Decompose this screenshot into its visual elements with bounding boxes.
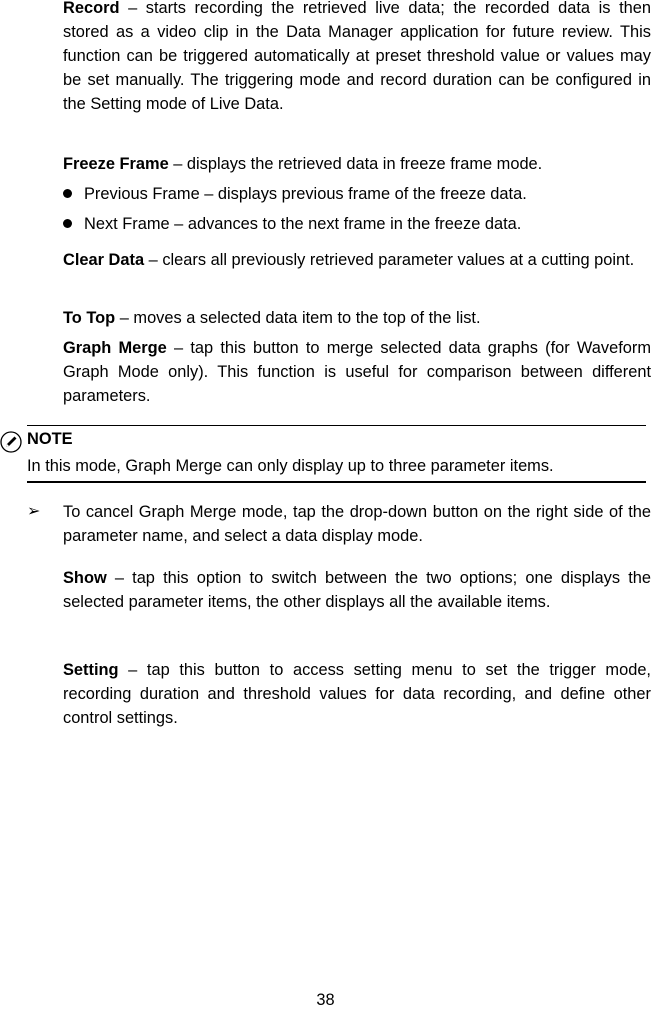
record-desc: – starts recording the retrieved live data; the recorded data is then stored as a video clip in the Data Manager application for future review. This function can be triggered automatically at preset threshold value or values may be set manually. The triggering mode and record duration can be configured in the Setting mode of Live Data. <box>63 0 651 113</box>
bullet-next-frame <box>63 212 521 236</box>
show-paragraph <box>63 566 651 614</box>
setting-desc: – tap this button to access setting menu to set the trigger mode, recording duration and threshold values for data recording, and define other control settings. <box>63 661 651 727</box>
show-desc: – tap this option to switch between the two options; one displays the selected parameter items, the other displays all the available items. <box>63 569 651 611</box>
clear-data-term: Clear Data <box>63 251 145 269</box>
page-number: 38 <box>316 991 335 1009</box>
bullet-text: Previous Frame – displays previous frame of the freeze data. <box>84 185 527 203</box>
freeze-frame-paragraph <box>63 152 651 176</box>
setting-term: Setting <box>63 661 119 679</box>
freeze-frame-desc: – displays the retrieved data in freeze frame mode. <box>168 155 543 173</box>
cancel-merge-paragraph <box>63 500 651 548</box>
freeze-frame-term: Freeze Frame <box>63 155 169 173</box>
clear-data-paragraph <box>63 248 651 272</box>
graph-merge-paragraph <box>63 336 651 408</box>
note-top-rule <box>27 425 646 426</box>
record-term: Record <box>63 0 120 17</box>
note-label: NOTE <box>27 430 73 448</box>
record-paragraph <box>63 0 651 116</box>
setting-paragraph <box>63 658 651 730</box>
clear-data-desc: – clears all previously retrieved parameter values at a cutting point. <box>144 251 635 269</box>
bullet-dot-icon <box>63 189 72 198</box>
note-text: In this mode, Graph Merge can only display up to three parameter items. <box>27 457 554 475</box>
show-term: Show <box>63 569 107 587</box>
cancel-merge-text: To cancel Graph Merge mode, tap the drop-down button on the right side of the parameter name, and select a data display mode. <box>63 503 651 545</box>
graph-merge-desc: – tap this button to merge selected data graphs (for Waveform Graph Mode only). This function is useful for comparison between different parameters. <box>63 339 651 405</box>
bullet-previous-frame <box>63 182 527 206</box>
to-top-desc: – moves a selected data item to the top of the list. <box>115 309 481 327</box>
bullet-dot-icon <box>63 219 72 228</box>
to-top-paragraph <box>63 306 651 330</box>
arrow-bullet-icon: ➢ <box>27 503 41 520</box>
graph-merge-term: Graph Merge <box>63 339 167 357</box>
to-top-term: To Top <box>63 309 116 327</box>
note-bottom-rule <box>27 481 646 483</box>
pencil-icon <box>0 431 22 453</box>
bullet-text: Next Frame – advances to the next frame in the freeze data. <box>84 215 522 233</box>
